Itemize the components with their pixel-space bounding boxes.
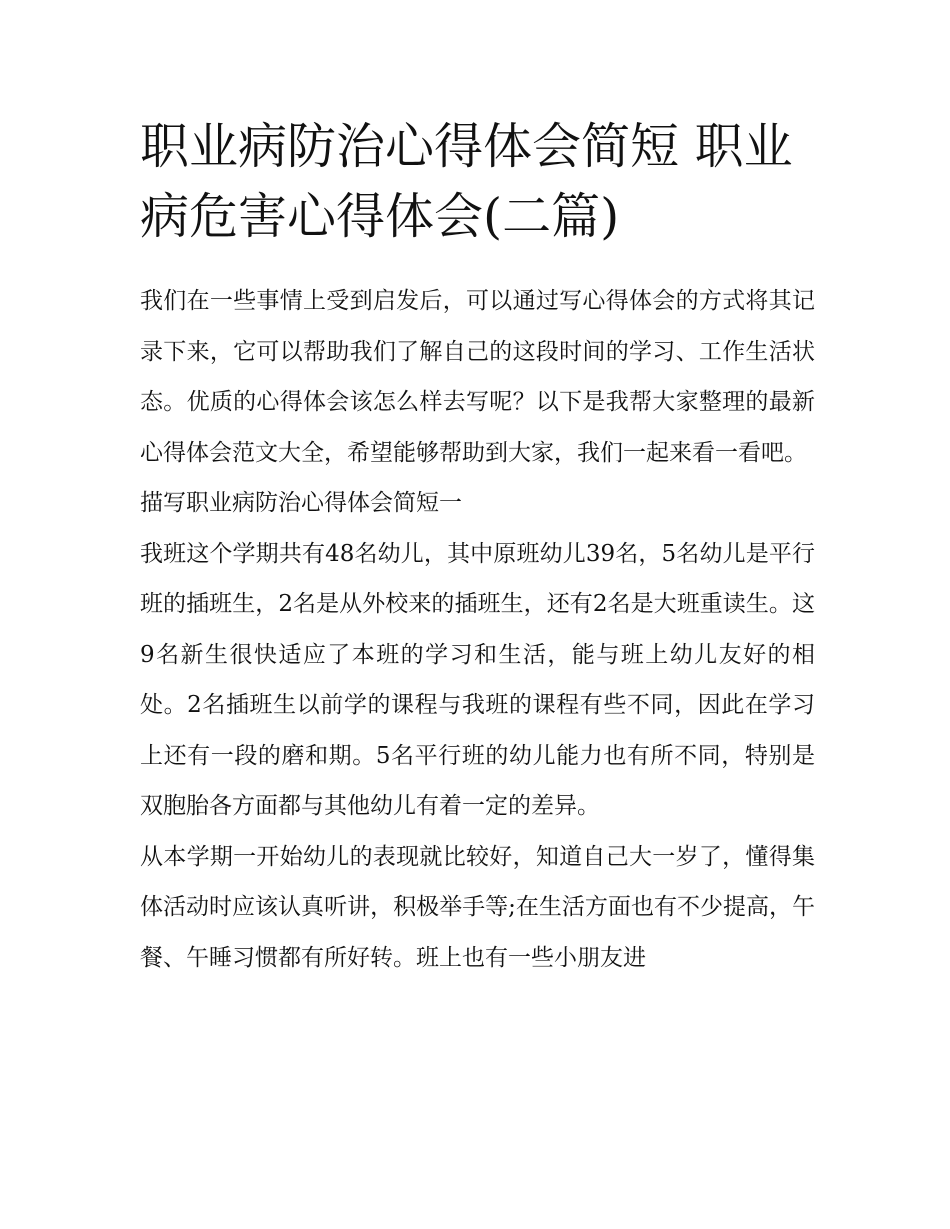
body-paragraph-2: 从本学期一开始幼儿的表现就比较好，知道自己大一岁了，懂得集体活动时应该认真听讲，积极举手等;在生活方面也有不少提高，午餐、午睡习惯都有所好转。班上也有一些小朋友进: [140, 843, 815, 971]
document-page: [140, 112, 815, 983]
document-title: 职业病防治心得体会简短 职业病危害心得体会(二篇): [140, 118, 793, 245]
section-heading: 描写职业病防治心得体会简短一: [140, 490, 462, 516]
intro-paragraph: 我们在一些事情上受到启发后，可以通过写心得体会的方式将其记录下来，它可以帮助我们了解自己的这段时间的学习、工作生活状态。优质的心得体会该怎么样去写呢？以下是我帮大家整理的最新心得体会范文大全，希望能够帮助到大家，我们一起来看一看吧。: [140, 288, 815, 466]
body-paragraph-1: 我班这个学期共有48名幼儿，其中原班幼儿39名，5名幼儿是平行班的插班生，2名是从外校来的插班生，还有2名是大班重读生。这9名新生很快适应了本班的学习和生活，能与班上幼儿友好的相处。2名插班生以前学的课程与我班的课程有些不同，因此在学习上还有一段的磨和期。5名平行班的幼儿能力也有所不同，特别是双胞胎各方面都与其他幼儿有着一定的差异。: [140, 540, 815, 819]
